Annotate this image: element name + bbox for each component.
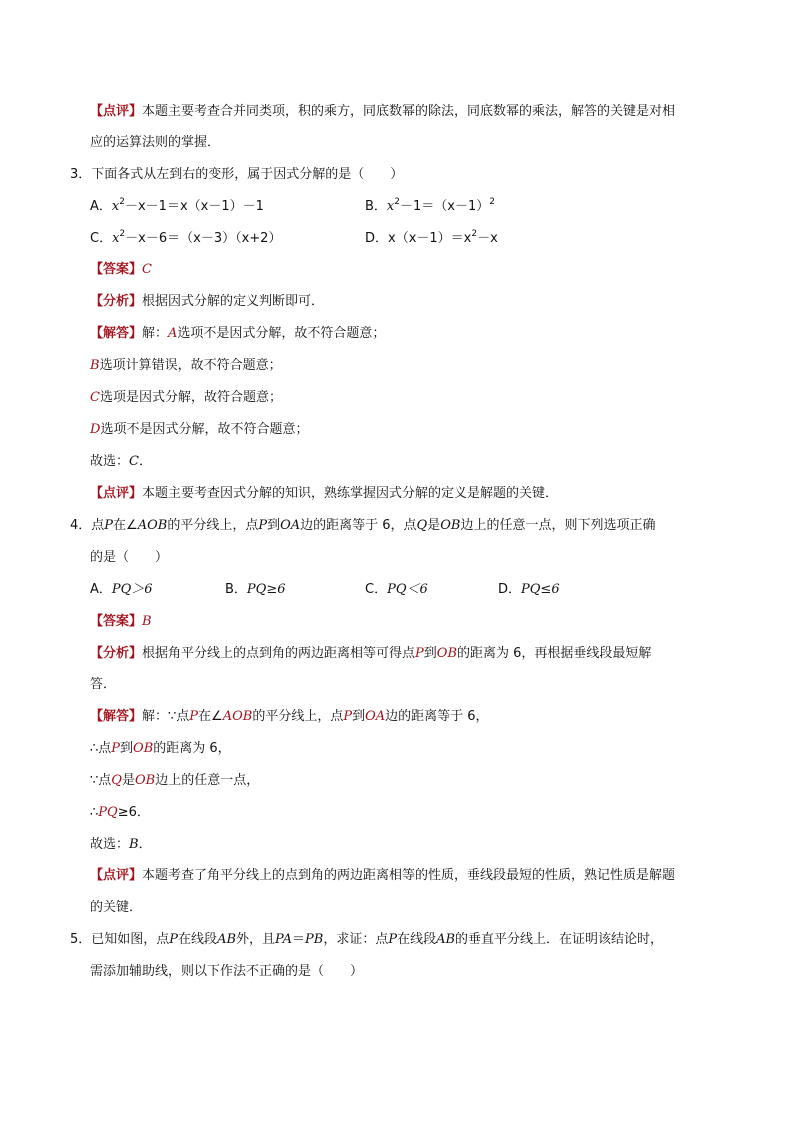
comment-prev-line2: 应的运算法则的掌握．: [90, 135, 221, 150]
q4-solution-1: 【解答】解：∵点P在∠AOB的平分线上，点P到OA边的距离等于 6，: [90, 709, 489, 724]
q4-comment-1: 【点评】本题考查了角平分线上的点到角的两边距离相等的性质，垂线段最短的性质，熟记性质是解题: [90, 868, 676, 883]
q3-solution-1: 【解答】解：A选项不是因式分解，故不符合题意；: [90, 326, 386, 341]
q4-option-a: A．PQ＞6: [90, 582, 153, 597]
q4-solution-3: ∵点Q是OB边上的任意一点，: [90, 773, 260, 788]
q3-solution-2: B选项计算错误，故不符合题意；: [90, 358, 282, 373]
q4-stem-2: 的是（ ）: [90, 550, 169, 565]
q4-option-b: B．PQ≥6: [225, 582, 286, 597]
q4-option-d: D．PQ≤6: [498, 582, 560, 597]
q3-choose: 故选：C．: [90, 454, 152, 469]
q4-comment-2: 的关键．: [90, 900, 143, 915]
q3-option-d: D．$x(x-1)=x^2-x$: [365, 228, 498, 246]
q3-analysis: 【分析】根据因式分解的定义判断即可．: [90, 294, 325, 309]
q4-option-c: C．PQ＜6: [365, 582, 428, 597]
q4-analysis-1: 【分析】根据角平分线上的点到角的两边距离相等可得点P到OB的距离为 6，再根据垂线段最短解: [90, 646, 652, 661]
q3-option-b: B．$x^2-1=(x-1)^2$: [365, 196, 495, 214]
q4-answer: 【答案】B: [90, 614, 152, 629]
q5-stem-1: 5．已知如图，点P在线段AB外，且PA＝PB，求证：点P在线段AB的垂直平分线上．在证明该结论时，: [70, 932, 664, 947]
q3-option-c: C．$x^2-x-6=(x-3)(x+2)$: [90, 228, 282, 246]
q3-option-a: A．$x^2-x-1=x(x-1)-1$: [90, 196, 264, 214]
q3-comment: 【点评】本题主要考查因式分解的知识，熟练掌握因式分解的定义是解题的关键．: [90, 486, 559, 501]
q4-solution-2: ∴点P到OB的距离为 6，: [90, 741, 231, 756]
q4-choose: 故选：B．: [90, 837, 152, 852]
q3-stem: 3．下面各式从左到右的变形，属于因式分解的是（ ）: [70, 167, 404, 182]
q3-solution-3: C选项是因式分解，故符合题意；: [90, 390, 282, 405]
q4-analysis-2: 答．: [90, 677, 117, 692]
q3-solution-4: D选项不是因式分解，故不符合题意；: [90, 422, 309, 437]
q4-solution-4: ∴PQ≥6．: [90, 805, 150, 820]
q4-stem-1: 4．点P在∠AOB的平分线上，点P到OA边的距离等于 6，点Q是OB边上的任意一点，则下列选项正确: [70, 518, 656, 533]
comment-tag: 【点评】: [90, 104, 143, 119]
q3-answer: 【答案】C: [90, 262, 152, 277]
comment-prev-line1: 【点评】本题主要考查合并同类项，积的乘方，同底数幂的除法，同底数幂的乘法，解答的关键是对相: [90, 104, 676, 119]
q5-stem-2: 需添加辅助线，则以下作法不正确的是（ ）: [90, 964, 364, 979]
